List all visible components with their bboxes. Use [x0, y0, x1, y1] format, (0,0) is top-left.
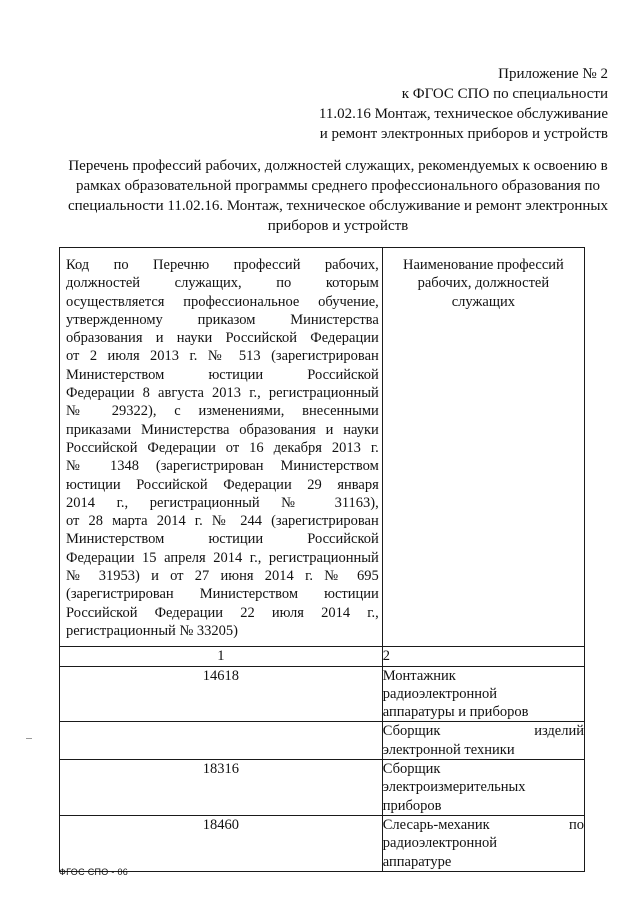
header-code-line: Федерации 15 апреля 2014 г., регистрационный: [66, 549, 379, 566]
header-code-line: регистрационный № 33205): [66, 622, 238, 639]
header-code-line: утвержденному приказом Министерства: [66, 311, 379, 328]
header-code-line: осуществляется профессиональное обучение,: [66, 293, 379, 310]
header-code-line: (зарегистрирован Министерством юстиции: [66, 586, 379, 603]
row-code: 14618: [60, 666, 383, 722]
margin-mark: [26, 738, 32, 739]
header-name-line: Наименование профессий: [402, 257, 564, 273]
heading-line: специальности 11.02.16. Монтаж, техническое обслуживание и ремонт электронных: [67, 198, 609, 214]
footer-code: ФГОС СПО - 06: [59, 867, 129, 877]
row-name-line: Сборщик: [382, 761, 441, 778]
header-code-line: Код по Перечню профессий рабочих,: [66, 257, 379, 273]
table-row: [60, 722, 585, 760]
row-code: [60, 722, 383, 760]
column-number-2: 2: [382, 647, 584, 666]
row-name-line: радиоэлектронной: [382, 685, 498, 702]
column-number-row: [60, 647, 585, 666]
row-name: [382, 760, 584, 816]
header-name-line: служащих: [451, 293, 516, 310]
column-number-1: 1: [60, 647, 383, 666]
header-code-line: юстиции Российской Федерации 29 января: [66, 476, 379, 493]
appendix-block: [278, 64, 608, 144]
header-code-line: 2014 г., регистрационный № 31163),: [66, 494, 379, 511]
row-name-line: электронной техники: [382, 741, 515, 758]
header-code-line: Министерством юстиции Российской: [66, 366, 379, 383]
header-code-line: от 28 марта 2014 г. № 244 (зарегистрирован: [66, 513, 379, 530]
table-header-row: [60, 248, 585, 647]
row-code: 18316: [60, 760, 383, 816]
row-name-line: Сборщик изделий: [382, 723, 584, 740]
header-code-line: № 1348 (зарегистрирован Министерством: [66, 458, 379, 475]
row-name: [382, 722, 584, 760]
row-name: [382, 666, 584, 722]
header-code-line: Российской Федерации от 16 декабря 2013 г.: [66, 439, 379, 456]
header-code-line: Российской Федерации 22 июля 2014 г.,: [66, 604, 379, 621]
header-code-line: Министерством юстиции Российской: [66, 531, 379, 548]
row-name-line: аппаратуры и приборов: [382, 704, 529, 721]
header-code-line: № 29322), с изменениями, внесенными: [66, 403, 379, 420]
header-code-line: образования и науки Российской Федерации: [66, 330, 379, 347]
row-name: [382, 815, 584, 871]
heading-line: рамках образовательной программы среднего профессионального образования по: [75, 178, 601, 194]
table-row: [60, 760, 585, 816]
document-heading: [60, 156, 616, 236]
heading-line: Перечень профессий рабочих, должностей служащих, рекомендуемых к освоению в: [68, 158, 608, 174]
header-cell-code: [60, 248, 383, 647]
header-code-line: Федерации 8 августа 2013 г., регистрационный: [66, 385, 379, 402]
row-name-line: электроизмерительных: [382, 779, 526, 796]
table-row: [60, 815, 585, 871]
row-name-line: Слесарь-механик по: [382, 816, 584, 833]
appendix-line: к ФГОС СПО по специальности: [401, 86, 608, 102]
professions-table: [59, 247, 585, 872]
appendix-line: 11.02.16 Монтаж, техническое обслуживание: [318, 106, 608, 122]
row-name-line: приборов: [382, 797, 442, 814]
heading-line: приборов и устройств: [267, 218, 409, 234]
row-name-line: аппаратуре: [382, 853, 452, 870]
row-code: 18460: [60, 815, 383, 871]
row-name-line: Монтажник: [382, 667, 456, 684]
header-code-line: должностей служащих, по которым: [66, 275, 379, 292]
header-code-line: № 31953) и от 27 июня 2014 г. № 695: [66, 568, 379, 585]
table-row: [60, 666, 585, 722]
header-code-line: от 2 июля 2013 г. № 513 (зарегистрирован: [66, 348, 379, 365]
header-code-line: приказами Министерства образования и науки: [66, 421, 379, 438]
appendix-line: и ремонт электронных приборов и устройств: [319, 126, 608, 142]
header-cell-name: [382, 248, 584, 647]
appendix-line: Приложение № 2: [498, 66, 608, 82]
row-name-line: радиоэлектронной: [382, 835, 498, 852]
header-name-line: рабочих, должностей: [417, 275, 550, 292]
